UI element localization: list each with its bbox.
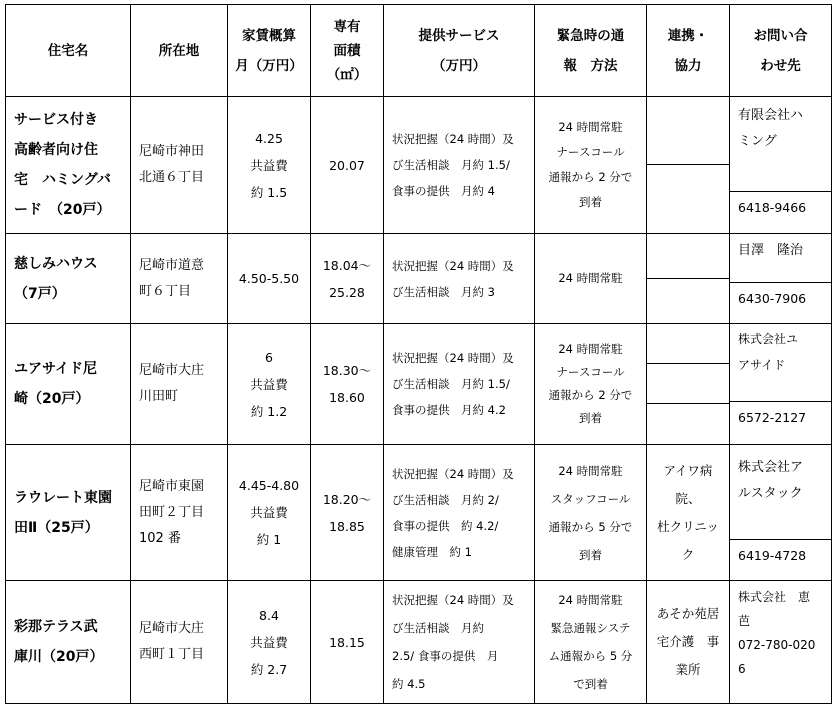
contact-phone: 6419-4728 [738,547,807,563]
contact-phone: 6418-9466 [738,200,807,216]
residence-rent: 8.4 共益費 約 2.7 [228,581,311,704]
header-contact: お問い合 わせ先 [730,5,832,97]
residence-emergency: 24 時間常駐 緊急通報システ ム通報から 5 分 で到着 [535,581,647,704]
residence-services: 状況把握（24 時間）及 び生活相談 月約 3 [384,234,535,324]
contact-phone-cont: 6 [738,662,746,676]
header-area: 専有 面積 （㎡） [311,5,384,97]
residence-services: 状況把握（24 時間）及 び生活相談 月約 1.5/ 食事の提供 月約 4 [384,97,535,234]
residence-location: 尼崎市大庄 西町１丁目 [131,581,228,704]
residence-services: 状況把握（24 時間）及 び生活相談 月約 2/ 食事の提供 約 4.2/ 健康管理 約 1 [384,445,535,581]
contact-phone: 072-780-020 [738,638,816,652]
table-row [6,581,832,704]
residence-location: 尼崎市道意 町６丁目 [131,234,228,324]
residence-coop [647,97,730,234]
residence-location: 尼崎市東園 田町２丁目 102 番 [131,445,228,581]
residence-coop: アイワ病 院、 杜クリニッ ク [647,445,730,581]
residence-name: サービス付き 高齢者向け住 宅 ハミングバ ード （20戸） [6,97,131,234]
housing-table [5,4,832,704]
residence-name: ユアサイド尼 崎（20戸） [6,324,131,445]
table-row [6,445,832,581]
residence-services: 状況把握（24 時間）及 び生活相談 月約 1.5/ 食事の提供 月約 4.2 [384,324,535,445]
residence-contact: 目澤 隆治 6430-7906 [730,234,832,324]
header-emergency: 緊急時の通 報 方法 [535,5,647,97]
header-name: 住宅名 [6,5,131,97]
header-rent: 家賃概算 月（万円） [228,5,311,97]
residence-emergency: 24 時間常駐 [535,234,647,324]
residence-rent: 6 共益費 約 1.2 [228,324,311,445]
residence-name: 慈しみハウス （7戸） [6,234,131,324]
residence-location: 尼崎市大庄 川田町 [131,324,228,445]
table-row [6,234,832,324]
residence-area: 18.15 [311,581,384,704]
residence-emergency: 24 時間常駐 ナースコール 通報から 2 分で 到着 [535,97,647,234]
residence-area: 20.07 [311,97,384,234]
table-row [6,324,832,445]
residence-name: 彩那テラス武 庫川（20戸） [6,581,131,704]
residence-area: 18.30～ 18.60 [311,324,384,445]
header-services: 提供サービス （万円） [384,5,535,97]
residence-area: 18.20～ 18.85 [311,445,384,581]
residence-contact: 株式会社ユ アサイド 6572-2127 [730,324,832,445]
header-row [6,5,832,97]
header-location: 所在地 [131,5,228,97]
residence-area: 18.04～ 25.28 [311,234,384,324]
residence-services: 状況把握（24 時間）及 び生活相談 月約 2.5/ 食事の提供 月 約 4.5 [384,581,535,704]
residence-rent: 4.25 共益費 約 1.5 [228,97,311,234]
table-row [6,97,832,234]
residence-contact: 株式会社 恵 芭 072-780-020 6 [730,581,832,704]
residence-contact: 有限会社ハ ミング 6418-9466 [730,97,832,234]
residence-rent: 4.50-5.50 [228,234,311,324]
residence-name: ラウレート東園 田Ⅱ（25戸） [6,445,131,581]
residence-coop: あそか苑居 宅介護 事 業所 [647,581,730,704]
residence-emergency: 24 時間常駐 スタッフコール 通報から 5 分で 到着 [535,445,647,581]
contact-phone: 6572-2127 [738,410,807,425]
residence-emergency: 24 時間常駐 ナースコール 通報から 2 分で 到着 [535,324,647,445]
residence-location: 尼崎市神田 北通６丁目 [131,97,228,234]
residence-contact: 株式会社ア ルスタック 6419-4728 [730,445,832,581]
residence-coop [647,324,730,445]
header-coop: 連携・ 協力 [647,5,730,97]
residence-rent: 4.45-4.80 共益費 約 1 [228,445,311,581]
contact-phone: 6430-7906 [738,290,807,306]
residence-coop [647,234,730,324]
